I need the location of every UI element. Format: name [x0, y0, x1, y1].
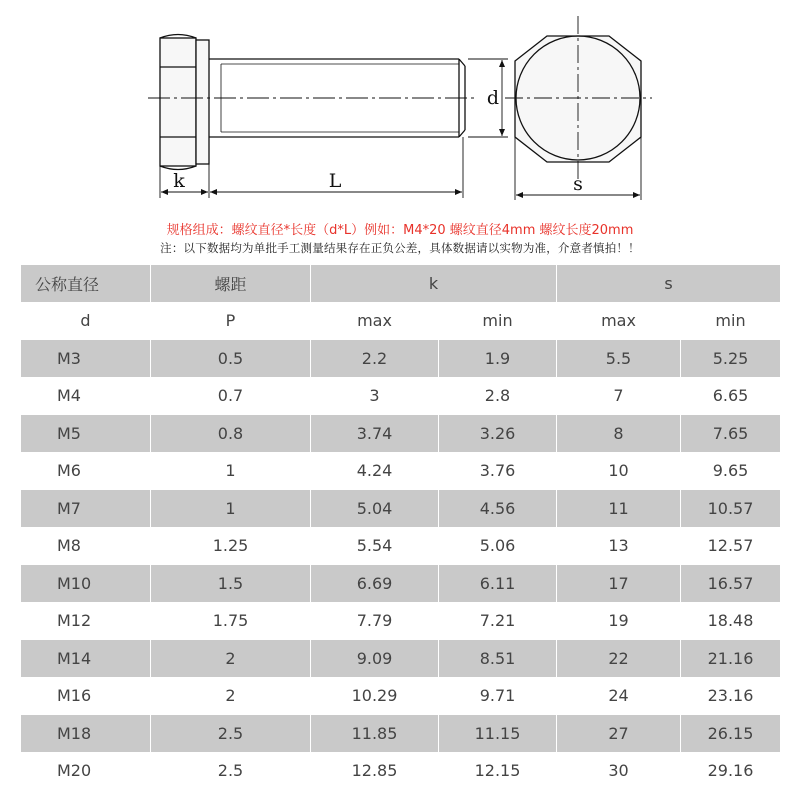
- cell-s-min: 6.65: [681, 377, 781, 415]
- table-row: [21, 677, 781, 715]
- cell-d: M4: [21, 377, 151, 415]
- cell-pitch: 2.5: [151, 715, 311, 753]
- cell-s-max: 30: [557, 752, 681, 790]
- cell-k-min: 1.9: [439, 340, 557, 378]
- subheader-row: [21, 302, 781, 340]
- subheader-s-max: max: [557, 302, 681, 340]
- cell-k-min: 12.15: [439, 752, 557, 790]
- cell-s-max: 11: [557, 490, 681, 528]
- cell-pitch: 0.8: [151, 415, 311, 453]
- cell-s-min: 29.16: [681, 752, 781, 790]
- cell-pitch: 1.75: [151, 602, 311, 640]
- cell-s-max: 10: [557, 452, 681, 490]
- cell-k-min: 2.8: [439, 377, 557, 415]
- subheader-p: P: [151, 302, 311, 340]
- subheader-k-max: max: [311, 302, 439, 340]
- table-row: [21, 527, 781, 565]
- cell-s-max: 8: [557, 415, 681, 453]
- label-d: d: [486, 87, 500, 109]
- cell-k-max: 9.09: [311, 640, 439, 678]
- table-row: [21, 715, 781, 753]
- table-row: [21, 340, 781, 378]
- subheader-d: d: [21, 302, 151, 340]
- cell-s-min: 5.25: [681, 340, 781, 378]
- cell-pitch: 1: [151, 490, 311, 528]
- cell-k-min: 7.21: [439, 602, 557, 640]
- table-row: [21, 565, 781, 603]
- cell-k-max: 10.29: [311, 677, 439, 715]
- cell-k-max: 3.74: [311, 415, 439, 453]
- cell-pitch: 2.5: [151, 752, 311, 790]
- cell-k-min: 5.06: [439, 527, 557, 565]
- cell-d: M5: [21, 415, 151, 453]
- cell-s-max: 7: [557, 377, 681, 415]
- table-row: [21, 640, 781, 678]
- cell-s-max: 13: [557, 527, 681, 565]
- cell-pitch: 0.5: [151, 340, 311, 378]
- cell-pitch: 1.25: [151, 527, 311, 565]
- cell-s-max: 24: [557, 677, 681, 715]
- cell-k-min: 3.76: [439, 452, 557, 490]
- cell-d: M3: [21, 340, 151, 378]
- cell-s-min: 9.65: [681, 452, 781, 490]
- cell-pitch: 2: [151, 677, 311, 715]
- cell-k-max: 6.69: [311, 565, 439, 603]
- cell-s-min: 10.57: [681, 490, 781, 528]
- cell-pitch: 2: [151, 640, 311, 678]
- cell-d: M6: [21, 452, 151, 490]
- cell-s-max: 19: [557, 602, 681, 640]
- cell-k-min: 11.15: [439, 715, 557, 753]
- header-nominal-diameter: 公称直径: [21, 265, 151, 303]
- label-s: s: [573, 173, 583, 195]
- cell-k-max: 3: [311, 377, 439, 415]
- bolt-head-end-view: [505, 16, 652, 182]
- table-row: [21, 452, 781, 490]
- cell-d: M16: [21, 677, 151, 715]
- cell-k-max: 2.2: [311, 340, 439, 378]
- cell-k-min: 6.11: [439, 565, 557, 603]
- table-row: [21, 602, 781, 640]
- cell-k-min: 9.71: [439, 677, 557, 715]
- bolt-technical-drawing: [0, 0, 800, 215]
- subheader-s-min: min: [681, 302, 781, 340]
- cell-d: M10: [21, 565, 151, 603]
- label-L: L: [328, 170, 342, 192]
- cell-k-max: 4.24: [311, 452, 439, 490]
- cell-k-max: 5.04: [311, 490, 439, 528]
- measurement-note: 注：以下数据均为单批手工测量结果存在正负公差，具体数据请以实物为准，介意者慎拍！！: [160, 241, 640, 255]
- table-row: [21, 377, 781, 415]
- spec-format-caption: 规格组成：螺纹直径*长度（d*L）例如：M4*20 螺纹直径4mm 螺纹长度20mm: [166, 223, 634, 238]
- cell-pitch: 1.5: [151, 565, 311, 603]
- table-row: [21, 752, 781, 790]
- cell-k-min: 3.26: [439, 415, 557, 453]
- cell-k-max: 7.79: [311, 602, 439, 640]
- header-s: s: [557, 265, 781, 303]
- cell-s-max: 22: [557, 640, 681, 678]
- cell-s-max: 17: [557, 565, 681, 603]
- cell-k-max: 12.85: [311, 752, 439, 790]
- cell-s-min: 16.57: [681, 565, 781, 603]
- cell-s-min: 21.16: [681, 640, 781, 678]
- cell-s-min: 23.16: [681, 677, 781, 715]
- table-row: [21, 415, 781, 453]
- cell-d: M20: [21, 752, 151, 790]
- cell-s-min: 7.65: [681, 415, 781, 453]
- cell-pitch: 0.7: [151, 377, 311, 415]
- header-pitch: 螺距: [151, 265, 311, 303]
- cell-k-min: 4.56: [439, 490, 557, 528]
- label-k: k: [173, 170, 185, 192]
- cell-k-min: 8.51: [439, 640, 557, 678]
- cell-k-max: 5.54: [311, 527, 439, 565]
- header-k: k: [311, 265, 557, 303]
- table-row: [21, 490, 781, 528]
- bolt-spec-table: [20, 264, 781, 790]
- cell-pitch: 1: [151, 452, 311, 490]
- cell-d: M14: [21, 640, 151, 678]
- cell-s-min: 26.15: [681, 715, 781, 753]
- cell-s-max: 5.5: [557, 340, 681, 378]
- cell-d: M8: [21, 527, 151, 565]
- subheader-k-min: min: [439, 302, 557, 340]
- bolt-head-side-view: [160, 35, 209, 170]
- header-row: [21, 265, 781, 303]
- cell-k-max: 11.85: [311, 715, 439, 753]
- cell-s-min: 12.57: [681, 527, 781, 565]
- cell-d: M12: [21, 602, 151, 640]
- cell-s-min: 18.48: [681, 602, 781, 640]
- cell-s-max: 27: [557, 715, 681, 753]
- dimension-d: [499, 60, 505, 136]
- cell-d: M18: [21, 715, 151, 753]
- cell-d: M7: [21, 490, 151, 528]
